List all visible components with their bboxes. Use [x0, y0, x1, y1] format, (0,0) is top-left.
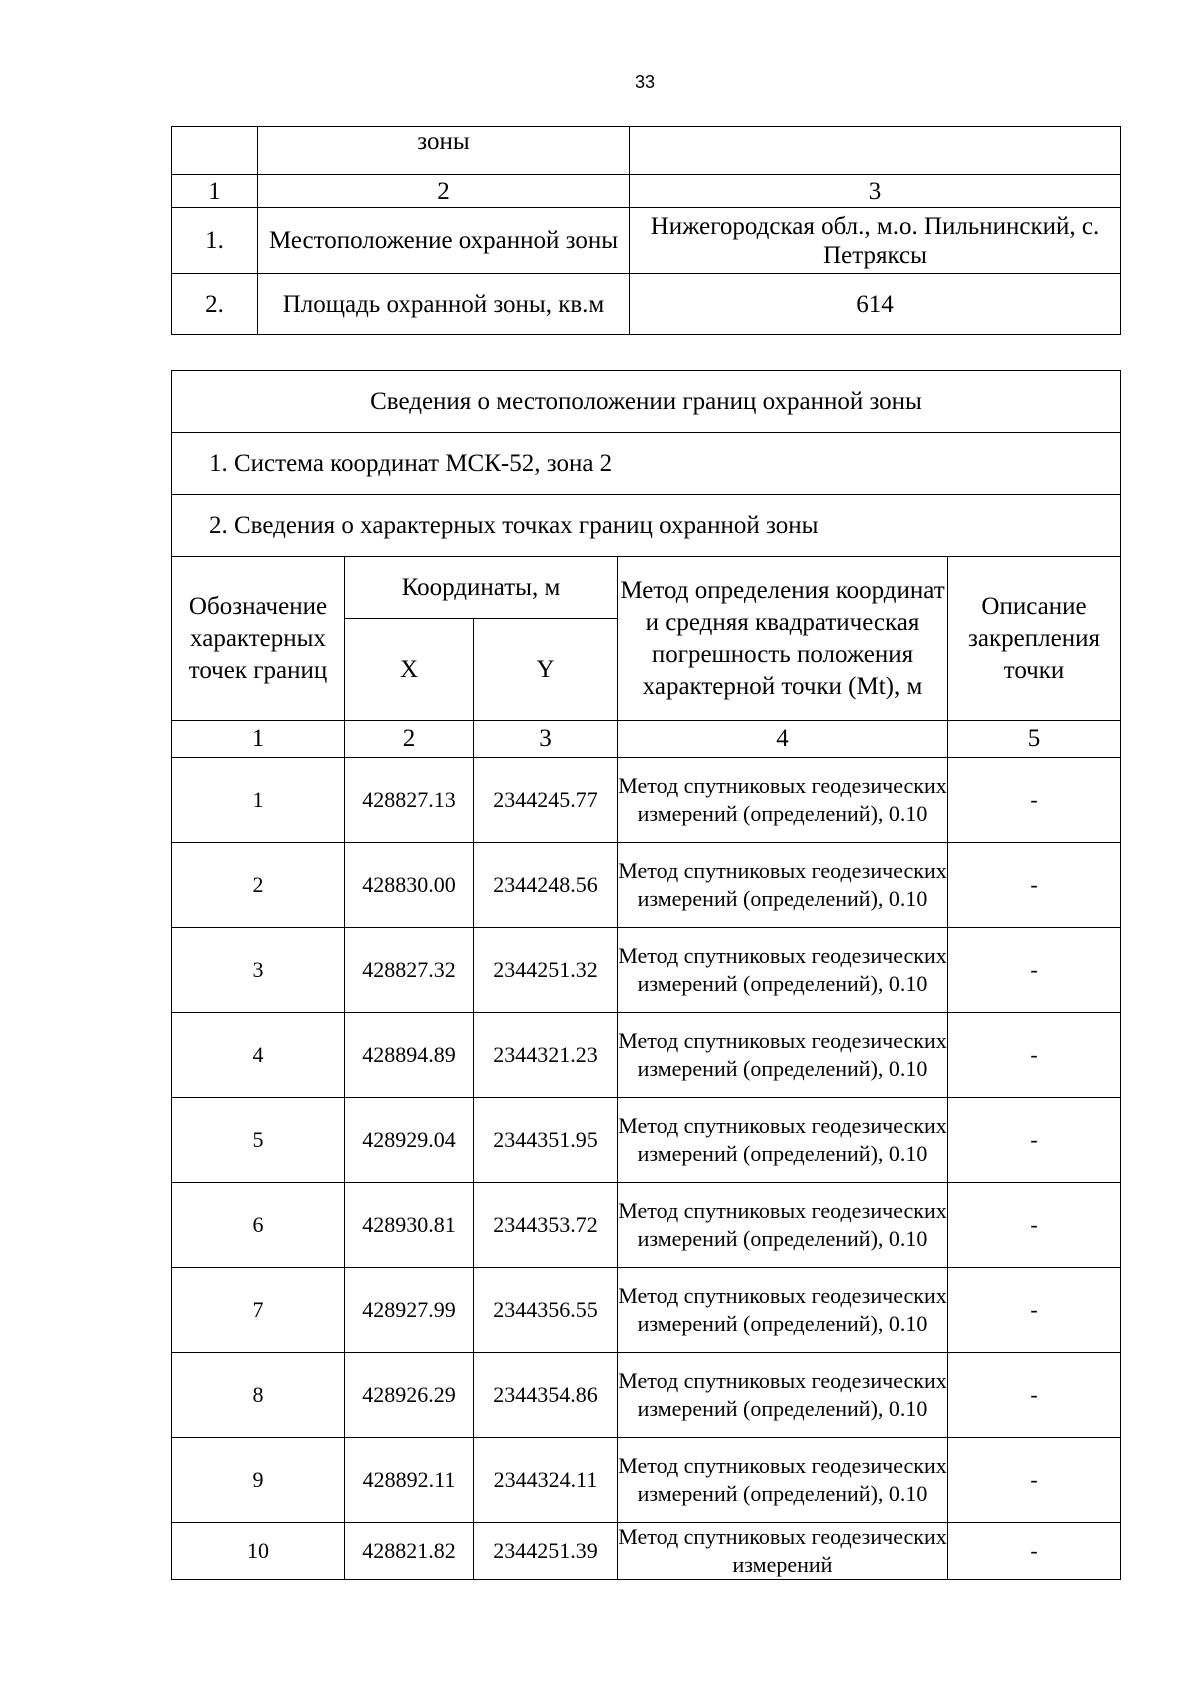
boundary-points-table	[171, 370, 1121, 1580]
y-header: Y	[474, 619, 618, 721]
y-coordinate: 2344324.11	[474, 1438, 618, 1523]
description-cell: -	[948, 1013, 1121, 1098]
page-number: 33	[634, 72, 656, 92]
description-header: Описание закрепления точки	[948, 557, 1121, 721]
x-coordinate: 428929.04	[345, 1098, 474, 1183]
column-number: 3	[630, 175, 1121, 208]
point-number: 5	[172, 1098, 345, 1183]
point-number: 3	[172, 928, 345, 1013]
row-label: Площадь охранной зоны, кв.м	[258, 274, 630, 335]
row-number: 2.	[172, 274, 258, 335]
method-cell: Метод спутниковых геодезических измерений (определений), 0.10	[618, 1098, 948, 1183]
x-coordinate: 428894.89	[345, 1013, 474, 1098]
table-cell	[630, 127, 1121, 175]
column-number: 4	[618, 721, 948, 758]
table-title: Сведения о местоположении границ охранной зоны	[172, 371, 1121, 433]
description-cell: -	[948, 928, 1121, 1013]
coordinates-header: Координаты, м	[345, 557, 618, 619]
table-row	[172, 1523, 1121, 1580]
y-coordinate: 2344251.32	[474, 928, 618, 1013]
table-cell	[172, 127, 258, 175]
point-number: 4	[172, 1013, 345, 1098]
x-coordinate: 428892.11	[345, 1438, 474, 1523]
zone-info-table	[171, 126, 1121, 335]
y-coordinate: 2344356.55	[474, 1268, 618, 1353]
row-number: 1.	[172, 208, 258, 274]
x-coordinate: 428821.82	[345, 1523, 474, 1580]
point-number: 10	[172, 1523, 345, 1580]
y-coordinate: 2344351.95	[474, 1098, 618, 1183]
x-coordinate: 428827.32	[345, 928, 474, 1013]
table-row	[172, 1438, 1121, 1523]
y-coordinate: 2344321.23	[474, 1013, 618, 1098]
row-label: Местоположение охранной зоны	[258, 208, 630, 274]
column-number: 1	[172, 175, 258, 208]
description-cell: -	[948, 1438, 1121, 1523]
column-number: 1	[172, 721, 345, 758]
method-header: Метод определения координат и средняя квадратическая погрешность положения характерной точки (Mt), м	[618, 557, 948, 721]
description-cell: -	[948, 1268, 1121, 1353]
description-cell: -	[948, 843, 1121, 928]
method-cell: Метод спутниковых геодезических измерений (определений), 0.10	[618, 1183, 948, 1268]
description-cell: -	[948, 1523, 1121, 1580]
table-row	[172, 928, 1121, 1013]
x-coordinate: 428830.00	[345, 843, 474, 928]
column-number: 3	[474, 721, 618, 758]
y-coordinate: 2344353.72	[474, 1183, 618, 1268]
point-number: 7	[172, 1268, 345, 1353]
table-header-cell: зоны	[258, 127, 630, 175]
table-row	[172, 1183, 1121, 1268]
column-number: 2	[345, 721, 474, 758]
table-row	[172, 208, 1121, 274]
method-cell: Метод спутниковых геодезических измерений (определений), 0.10	[618, 843, 948, 928]
row-value: Нижегородская обл., м.о. Пильнинский, с. Петряксы	[630, 208, 1121, 274]
description-cell: -	[948, 1353, 1121, 1438]
method-cell: Метод спутниковых геодезических измерений (определений), 0.10	[618, 1353, 948, 1438]
description-cell: -	[948, 1098, 1121, 1183]
method-cell: Метод спутниковых геодезических измерений (определений), 0.10	[618, 1268, 948, 1353]
table-row	[172, 1268, 1121, 1353]
y-coordinate: 2344248.56	[474, 843, 618, 928]
table-row	[172, 843, 1121, 928]
point-number: 1	[172, 758, 345, 843]
method-cell: Метод спутниковых геодезических измерений (определений), 0.10	[618, 928, 948, 1013]
method-cell	[618, 1523, 948, 1580]
header-row	[172, 557, 1121, 619]
y-coordinate: 2344251.39	[474, 1523, 618, 1580]
y-coordinate: 2344354.86	[474, 1353, 618, 1438]
points-section-title: 2. Сведения о характерных точках границ охранной зоны	[172, 495, 1121, 557]
y-coordinate: 2344245.77	[474, 758, 618, 843]
x-coordinate: 428926.29	[345, 1353, 474, 1438]
table-row	[172, 495, 1121, 557]
description-cell: -	[948, 1183, 1121, 1268]
column-numbers-row	[172, 175, 1121, 208]
point-number: 2	[172, 843, 345, 928]
point-number: 9	[172, 1438, 345, 1523]
point-number: 6	[172, 1183, 345, 1268]
row-value: 614	[630, 274, 1121, 335]
table-row	[172, 127, 1121, 175]
method-text: Метод спутниковых геодезических измерений	[618, 1524, 947, 1577]
column-numbers-row	[172, 721, 1121, 758]
table-row	[172, 371, 1121, 433]
column-number: 5	[948, 721, 1121, 758]
point-number: 8	[172, 1353, 345, 1438]
x-coordinate: 428827.13	[345, 758, 474, 843]
coordinate-system: 1. Система координат МСК-52, зона 2	[172, 433, 1121, 495]
x-coordinate: 428930.81	[345, 1183, 474, 1268]
x-coordinate: 428927.99	[345, 1268, 474, 1353]
designation-header: Обозначение характерных точек границ	[172, 557, 345, 721]
method-cell: Метод спутниковых геодезических измерений (определений), 0.10	[618, 758, 948, 843]
table-row	[172, 1098, 1121, 1183]
x-header: X	[345, 619, 474, 721]
method-cell: Метод спутниковых геодезических измерений (определений), 0.10	[618, 1013, 948, 1098]
table-row	[172, 758, 1121, 843]
description-cell: -	[948, 758, 1121, 843]
table-row	[172, 274, 1121, 335]
column-number: 2	[258, 175, 630, 208]
method-cell: Метод спутниковых геодезических измерений (определений), 0.10	[618, 1438, 948, 1523]
table-row	[172, 1013, 1121, 1098]
table-row	[172, 433, 1121, 495]
table-row	[172, 1353, 1121, 1438]
